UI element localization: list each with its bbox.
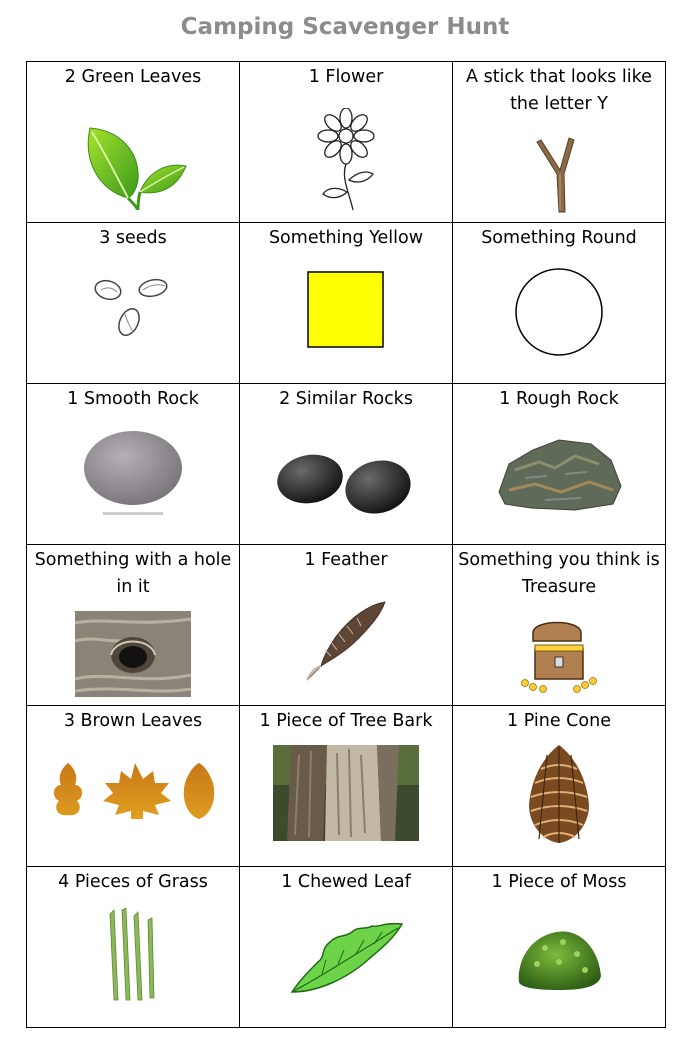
y-stick-icon	[453, 126, 665, 221]
grid-cell	[240, 867, 453, 1028]
page-title: Camping Scavenger Hunt	[180, 14, 510, 40]
grid-row	[27, 867, 666, 1028]
grid-cell	[240, 62, 453, 223]
item-label: 1 Chewed Leaf	[281, 872, 411, 892]
feather-icon	[240, 591, 452, 691]
grid-cell	[453, 867, 666, 1028]
rough-rock-image	[453, 428, 665, 518]
grid-cell	[453, 62, 666, 223]
flower-icon	[240, 100, 452, 220]
grid-row	[27, 62, 666, 223]
item-label: Something you think is Treasure	[458, 550, 660, 597]
grid-cell	[27, 867, 240, 1028]
item-label: 3 Brown Leaves	[63, 711, 203, 731]
similar-rocks-image	[240, 444, 452, 524]
grid-cell	[27, 62, 240, 223]
grid-cell	[27, 545, 240, 706]
treasure-chest-icon	[453, 609, 665, 697]
scavenger-grid	[26, 61, 666, 1028]
item-label: Something with a hole in it	[34, 550, 232, 597]
item-label: 1 Pine Cone	[507, 711, 611, 731]
yellow-square-icon	[240, 271, 452, 349]
grid-cell	[453, 706, 666, 867]
grid-cell	[27, 223, 240, 384]
item-label: 2 Green Leaves	[64, 67, 202, 87]
grid-cell	[240, 384, 453, 545]
grid-row	[27, 384, 666, 545]
item-label: 1 Rough Rock	[499, 389, 619, 409]
grid-row	[27, 545, 666, 706]
item-label: 1 Smooth Rock	[67, 389, 199, 409]
grid-cell	[453, 384, 666, 545]
wood-hole-image	[27, 609, 239, 699]
grid-cell	[27, 706, 240, 867]
grid-cell	[240, 706, 453, 867]
brown-leaves-icon	[27, 754, 239, 834]
item-label: A stick that looks like the letter Y	[466, 67, 652, 114]
seeds-icon	[27, 268, 239, 348]
moss-image	[453, 909, 665, 1009]
grid-cell	[240, 223, 453, 384]
pine-cone-image	[453, 740, 665, 848]
item-label: 3 seeds	[99, 228, 167, 248]
grid-row	[27, 223, 666, 384]
green-leaves-icon	[27, 112, 239, 217]
grid-cell	[27, 384, 240, 545]
item-label: 4 Pieces of Grass	[58, 872, 208, 892]
tree-bark-image	[240, 744, 452, 842]
item-label: 1 Feather	[304, 550, 388, 570]
grid-cell	[453, 545, 666, 706]
grid-cell	[453, 223, 666, 384]
item-label: Something Round	[481, 228, 637, 248]
item-label: 1 Flower	[308, 67, 384, 87]
smooth-rock-image	[27, 426, 239, 521]
item-label: 1 Piece of Tree Bark	[259, 711, 433, 731]
grid-row	[27, 706, 666, 867]
item-label: Something Yellow	[268, 228, 424, 248]
grass-icon	[27, 905, 239, 1005]
item-label: 1 Piece of Moss	[491, 872, 627, 892]
circle-icon	[453, 267, 665, 357]
chewed-leaf-icon	[240, 911, 452, 1007]
grid-cell	[240, 545, 453, 706]
item-label: 2 Similar Rocks	[279, 389, 413, 409]
